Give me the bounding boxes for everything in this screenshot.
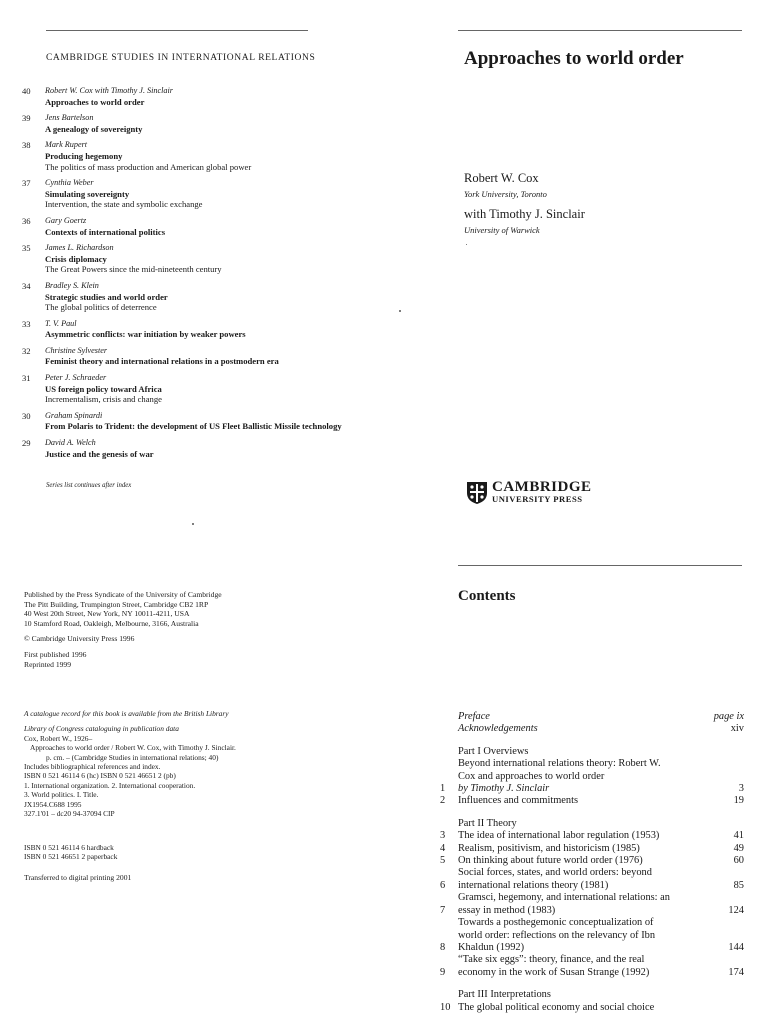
series-number: 37 [22, 178, 31, 189]
loc-note: Library of Congress cataloguing in publication data [24, 724, 179, 734]
toc-title-line: On thinking about future world order (1976) [458, 855, 643, 867]
series-entry [45, 86, 173, 107]
series-author: T. V. Paul [45, 318, 77, 328]
toc-title-line: Khaldun (1992) [458, 941, 525, 953]
toc-title [458, 830, 700, 842]
toc-title: Acknowledgements [458, 723, 538, 735]
series-entry [45, 373, 162, 405]
toc-number: 2 [440, 795, 446, 807]
toc-chapter[interactable] [432, 843, 744, 855]
print-speck [466, 244, 467, 245]
logo-sub-text: UNIVERSITY PRESS [492, 494, 583, 504]
toc-part-heading: Part I Overviews [458, 745, 529, 757]
publication-dates: First published 1996 Reprinted 1999 [24, 649, 87, 669]
toc-title-line: “Take six eggs”: theory, finance, and the real [458, 954, 645, 966]
series-title: Crisis diplomacy [45, 253, 107, 264]
series-author: Gary Goertz [45, 215, 87, 225]
series-author: Robert W. Cox with Timothy J. Sinclair [45, 86, 173, 95]
contents-title: Contents [458, 588, 516, 604]
toc-page: xiv [730, 723, 744, 735]
toc-chapter[interactable] [432, 867, 744, 892]
series-item [22, 86, 382, 107]
series-number: 35 [22, 243, 31, 254]
imprint-address: Published by the Press Syndicate of the University of Cambridge The Pitt Building, Trumpington Street, Cambridge CB2 1RP 40 West 20th Street, New York, NY 10011-4211, USA 10 Stamford Road, Oakleigh, Melbourne, 3166, Australia [24, 590, 222, 628]
series-item [22, 319, 382, 340]
series-subtitle: Intervention, the state and symbolic exchange [45, 199, 203, 210]
series-number: 33 [22, 318, 31, 329]
catalogue-note: A catalogue record for this book is available from the British Library [24, 709, 229, 718]
print-speck [192, 523, 194, 525]
toc-title-line: Beyond international relations theory: Robert W. [458, 758, 661, 770]
toc-title [458, 843, 700, 855]
series-entry [45, 319, 246, 340]
toc-chapter[interactable] [432, 1002, 744, 1014]
publisher-logo [466, 481, 592, 505]
toc-part-heading: Part III Interpretations [458, 989, 551, 1001]
imprint [24, 590, 324, 675]
book-title: Approaches to world order [464, 48, 684, 69]
toc-page: 124 [728, 904, 744, 916]
series-number: 34 [22, 280, 31, 291]
series-item [22, 216, 382, 237]
coauthor-name: with Timothy J. Sinclair [464, 207, 585, 221]
toc-chapter[interactable] [432, 830, 744, 842]
toc-number: 6 [440, 879, 446, 891]
author-name: Robert W. Cox [464, 171, 539, 185]
series-note: Series list continues after index [46, 482, 132, 489]
toc-title [458, 758, 700, 795]
isbn-hardback: ISBN 0 521 46114 6 hardback [24, 843, 114, 852]
series-entry [45, 140, 251, 172]
series-entry [45, 438, 154, 459]
toc-page: 19 [733, 795, 744, 807]
toc-chapter[interactable] [432, 855, 744, 867]
series-item [22, 140, 382, 172]
top-rule-left [46, 30, 308, 31]
copyright-line: © Cambridge University Press 1996 [24, 634, 135, 644]
series-title: Feminist theory and international relations in a postmodern era [45, 356, 279, 367]
series-author: Jens Bartelson [45, 113, 94, 123]
series-title: Approaches to world order [45, 96, 145, 107]
series-title: Strategic studies and world order [45, 291, 168, 302]
toc-title [458, 954, 700, 979]
series-title: Asymmetric conflicts: war initiation by weaker powers [45, 329, 246, 340]
series-subtitle: The global politics of deterrence [45, 302, 157, 313]
series-author: Peter J. Schraeder [45, 373, 107, 383]
cip-block: A catalogue record for this book is available from the British Library Library of Congress cataloguing in publication data Cox, Robert W., 1926– Approaches to world order / Robert W. Cox, with Timothy J. Sinclair. p. cm. – (Cambridge Studies in international relations; 40) Includes bibliographical references and index. ISBN 0 521 46114 6 (hc) ISBN 0 521 46651 2 (pb) 1. International organization. 2. International cooperation. 3. World politics. I. Title. JX1954.C688 1995 327.1'01 – dc20 94-37094 CIP [24, 709, 324, 818]
toc-title-line: Gramsci, hegemony, and international relations: an [458, 892, 670, 904]
toc-title [458, 855, 700, 867]
series-subtitle: Incrementalism, crisis and change [45, 394, 162, 405]
series-author: David A. Welch [45, 438, 96, 448]
series-number: 32 [22, 345, 31, 356]
toc-title-line: international relations theory (1981) [458, 879, 609, 891]
series-title: Simulating sovereignty [45, 188, 130, 199]
toc-title-line: world order: reflections on the relevancy of Ibn [458, 929, 656, 941]
series-entry [45, 243, 222, 275]
toc-page: 49 [733, 842, 744, 854]
series-item [22, 281, 382, 313]
series-heading: CAMBRIDGE STUDIES IN INTERNATIONAL RELATIONS [46, 53, 316, 63]
toc-number: 9 [440, 966, 446, 978]
coauthor-affiliation: University of Warwick [464, 225, 540, 235]
toc-title-line: economy in the work of Susan Strange (1992) [458, 966, 650, 978]
toc-number: 5 [440, 855, 446, 867]
series-number: 36 [22, 215, 31, 226]
toc-page: 174 [728, 966, 744, 978]
series-subtitle: The Great Powers since the mid-nineteenth century [45, 264, 222, 275]
series-number: 40 [22, 86, 31, 96]
top-rule-right [458, 30, 742, 31]
cambridge-crest-icon [466, 481, 488, 505]
series-item [22, 346, 382, 367]
toc-chapter[interactable] [432, 954, 744, 979]
series-entry [45, 411, 342, 432]
series-item [22, 243, 382, 275]
toc-title-line: Social forces, states, and world orders: beyond [458, 867, 652, 879]
isbn-block [24, 843, 117, 862]
toc-chapter[interactable] [432, 758, 744, 795]
series-title: Contexts of international politics [45, 226, 166, 237]
series-title: Justice and the genesis of war [45, 448, 154, 459]
toc-front-matter[interactable] [432, 723, 744, 735]
toc-number: 3 [440, 830, 446, 842]
toc-page: 41 [733, 830, 744, 842]
toc-title-line: The idea of international labor regulation (1953) [458, 830, 660, 842]
author-block [464, 171, 585, 235]
toc-page: 60 [733, 855, 744, 867]
toc-title [458, 892, 700, 917]
toc-number: 7 [440, 904, 446, 916]
series-author: Christine Sylvester [45, 345, 108, 355]
print-speck [399, 310, 401, 312]
toc-title [458, 1002, 700, 1014]
toc-page: 144 [728, 941, 744, 953]
series-item [22, 438, 382, 459]
series-number: 31 [22, 373, 31, 384]
toc-page: page ix [713, 711, 744, 722]
series-author: James L. Richardson [45, 243, 114, 253]
contents-rule [458, 565, 742, 566]
isbn-paperback: ISBN 0 521 46651 2 paperback [24, 852, 118, 862]
toc-title [458, 917, 700, 954]
toc-title-line: Influences and commitments [458, 795, 579, 807]
series-item [22, 113, 382, 134]
series-entry [45, 178, 203, 210]
series-author: Graham Spinardi [45, 410, 103, 420]
series-item [22, 411, 382, 432]
series-author: Bradley S. Klein [45, 280, 99, 290]
series-title: A genealogy of sovereignty [45, 123, 143, 134]
toc-number: 10 [440, 1001, 451, 1013]
toc-number: 1 [440, 783, 446, 795]
series-number: 29 [22, 438, 31, 449]
series-number: 39 [22, 113, 31, 124]
toc-title-line: Cox and approaches to world order [458, 770, 605, 782]
series-subtitle: The politics of mass production and American global power [45, 161, 252, 172]
toc-title-line: essay in method (1983) [458, 904, 556, 916]
toc-title [458, 795, 700, 807]
toc-part-heading: Part II Theory [458, 817, 517, 829]
toc-title [458, 867, 700, 892]
toc-title: Preface [458, 711, 490, 722]
series-number: 38 [22, 140, 31, 151]
toc-number: 4 [440, 842, 446, 854]
series-author: Mark Rupert [45, 140, 88, 150]
toc-title-line: Realism, positivism, and historicism (1985) [458, 842, 640, 854]
logo-main-text: CAMBRIDGE [492, 479, 592, 495]
series-list [22, 86, 382, 465]
toc-page: 85 [733, 879, 744, 891]
series-title: From Polaris to Trident: the development of US Fleet Ballistic Missile technology [45, 421, 342, 432]
series-title: Producing hegemony [45, 150, 123, 161]
series-title: US foreign policy toward Africa [45, 383, 162, 394]
toc-page: 3 [738, 783, 744, 795]
toc-chapter[interactable] [432, 917, 744, 954]
table-of-contents [432, 711, 744, 1014]
digital-printing-note: Transferred to digital printing 2001 [24, 873, 132, 882]
toc-chapter[interactable] [432, 795, 744, 807]
toc-chapter[interactable] [432, 892, 744, 917]
toc-title-line: Towards a posthegemonic conceptualization of [458, 917, 654, 929]
author-affiliation: York University, Toronto [464, 189, 547, 199]
toc-number: 8 [440, 941, 446, 953]
series-entry [45, 346, 279, 367]
series-item [22, 178, 382, 210]
series-entry [45, 113, 142, 134]
toc-title-line: by Timothy J. Sinclair [458, 783, 550, 795]
series-item [22, 373, 382, 405]
series-author: Cynthia Weber [45, 178, 94, 188]
toc-front-matter[interactable] [432, 711, 744, 723]
series-entry [45, 216, 165, 237]
series-entry [45, 281, 168, 313]
series-number: 30 [22, 410, 31, 421]
toc-title-line: The global political economy and social choice [458, 1001, 655, 1013]
